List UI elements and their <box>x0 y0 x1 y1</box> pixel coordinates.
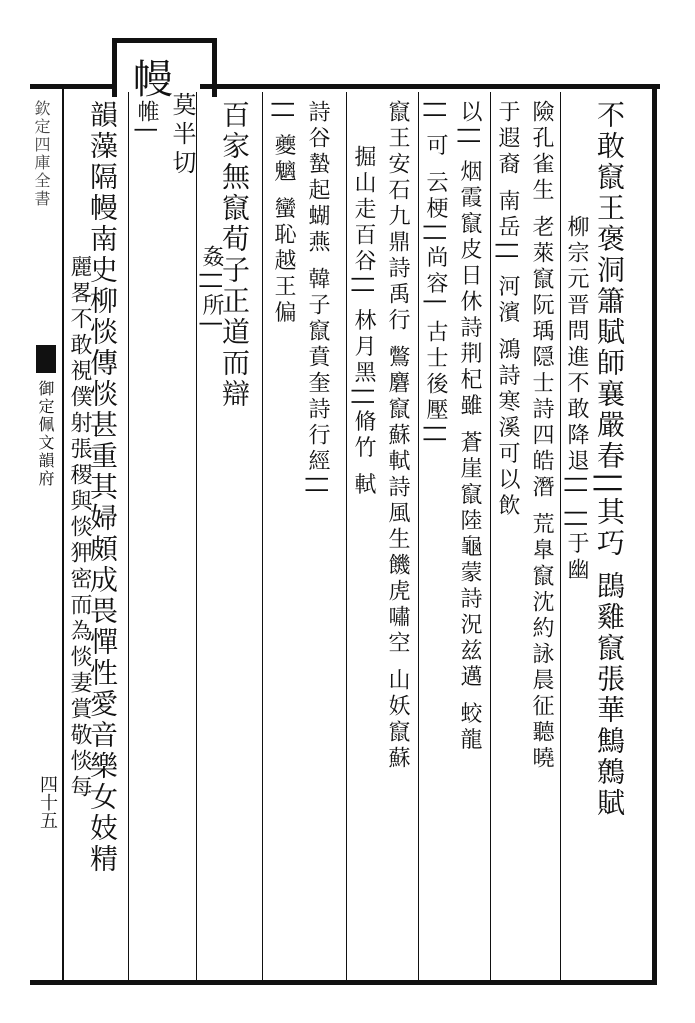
text-column: 掘山走百谷|| 林月黑||脩竹 軾 <box>351 145 376 499</box>
fish-tail-mark <box>36 345 56 373</box>
header-gloss: 莫半切 <box>168 92 196 179</box>
text-column: 百家無竄荀子正道而辯 <box>218 100 251 410</box>
text-column: 帷| <box>134 100 159 138</box>
column-rule-6 <box>490 92 491 980</box>
text-column: 竄王安石九鼎詩禹行 鷩麏竄蘇軾詩風生饑虎嘯空 山妖竄蘇 <box>385 100 410 772</box>
column-rule-7 <box>560 92 561 980</box>
text-column: 姦||所| <box>199 245 224 332</box>
inner-left-border <box>62 84 64 984</box>
top-border <box>200 84 660 89</box>
text-column: 不敢竄王褒洞簫賦師襄嚴春||其巧 鵾雞竄張華鷦鷯賦 <box>593 100 626 819</box>
text-column: 詩谷蟄起蝴燕 韓子竄賁奎詩行經|| <box>305 100 330 498</box>
text-column: 以|| 烟霞竄皮日休詩荆杞雖 蒼崖竄陸龜蒙詩況兹邁 蛟龍 <box>457 100 482 754</box>
column-rule-3 <box>262 92 263 980</box>
right-border <box>652 84 657 984</box>
book-short-title: 欽定四庫全書 <box>32 100 51 208</box>
column-rule-5 <box>418 92 419 980</box>
column-rule-4 <box>346 92 347 980</box>
text-column: || 可 云梗||尚容| 古士後壓|| <box>423 100 448 447</box>
book-title: 御定佩文韻府 <box>36 380 55 488</box>
bottom-border <box>30 980 657 985</box>
header-character: 幔 <box>133 57 173 103</box>
text-column: 麗畧不敢視僕射張稷與惔狎密而為惔妻賞敬惔每 <box>67 255 92 801</box>
text-column: 險孔雀生 老萊竄阮瑀隠士詩四皓潛 荒臯竄沈約詠晨征聽曉 <box>529 100 554 772</box>
text-column: || 夔魑 蠻恥越王偏 <box>271 100 296 327</box>
top-border-left <box>30 84 116 89</box>
page-number: 四十五 <box>37 775 58 829</box>
text-column: 于遐裔 南岳|| 河濱 鴻詩寒溪可以飲 <box>495 100 520 520</box>
text-column: 韻藻隔幔南史柳惔傳惔甚重其婦頗成畏憚性愛音樂女妓精 <box>86 100 119 875</box>
column-rule-2 <box>196 92 197 980</box>
text-column: 柳宗元晋問進不敢降退|| ||于幽 <box>564 215 589 584</box>
column-rule-1 <box>128 92 129 980</box>
